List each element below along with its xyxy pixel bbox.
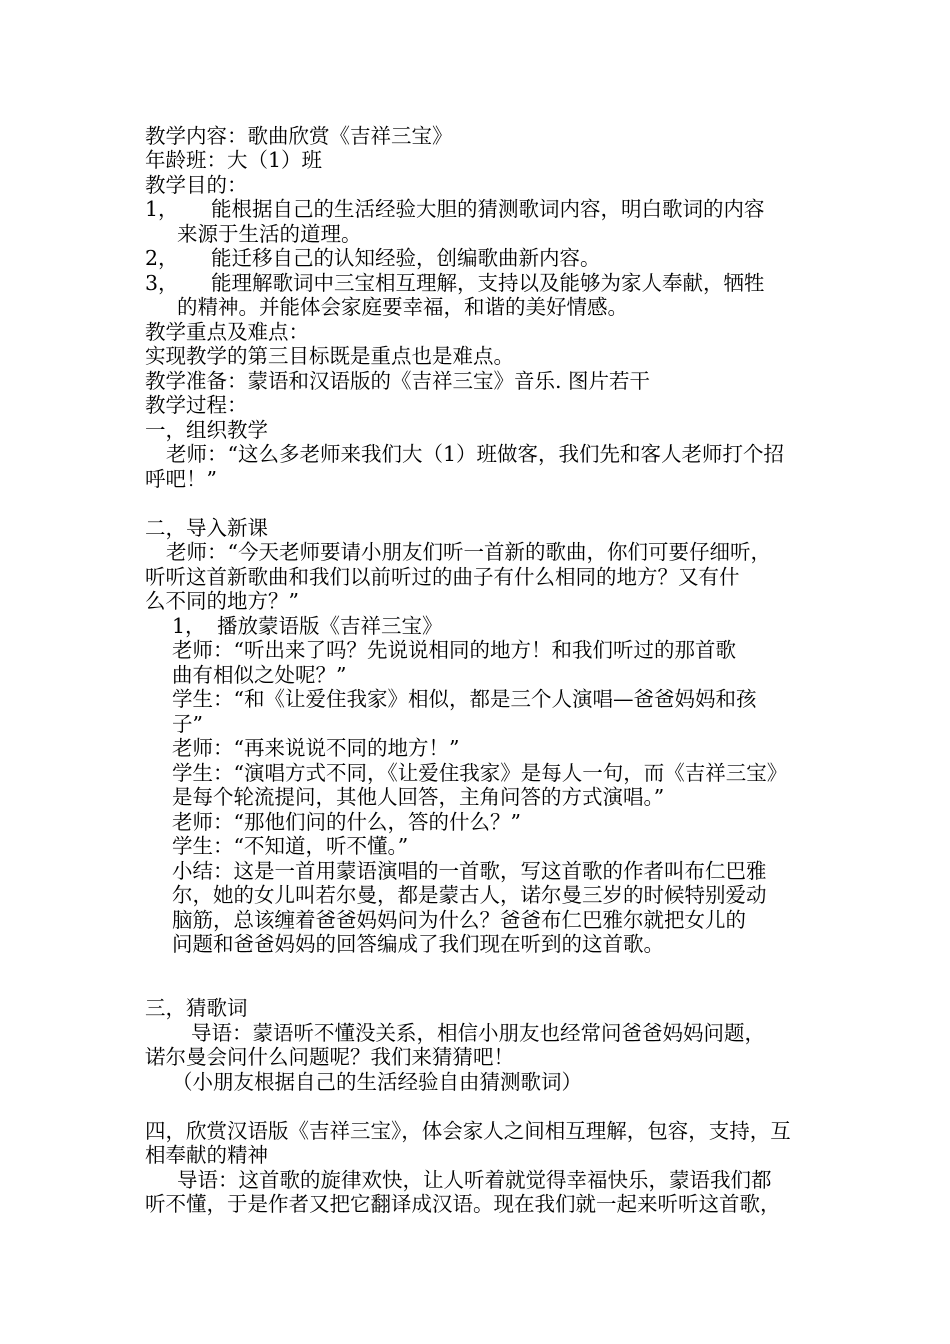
goal-1-text: 能根据自己的生活经验大胆的猜测歌词内容，明白歌词的内容: [211, 197, 765, 221]
goal-2-number: 2，: [145, 246, 179, 270]
section-4-line: 导语：这首歌的旋律欢快，让人听着就觉得幸福快乐，蒙语我们都: [177, 1168, 772, 1192]
section-2-intro-line: 么不同的地方？”: [145, 589, 299, 613]
goal-1-number: 1，: [145, 197, 179, 221]
dialog-line: 学生：“不知道，听不懂。”: [172, 834, 409, 858]
dialog-line: 学生：“和《让爱住我家》相似，都是三个人演唱—爸爸妈妈和孩: [172, 687, 757, 711]
section-3-note: （小朋友根据自己的生活经验自由猜测歌词）: [172, 1070, 582, 1094]
step-number: 1，: [172, 614, 206, 638]
summary-line: 脑筋，总该缠着爸爸妈妈问为什么？爸爸布仁巴雅尔就把女儿的: [172, 908, 746, 932]
section-3-title: 三，猜歌词: [145, 996, 248, 1020]
dialog-line: 学生：“演唱方式不同，《让爱住我家》是每人一句，而《吉祥三宝》: [172, 761, 788, 785]
class-line: 年龄班：大（1）班: [145, 148, 323, 172]
summary-line: 小结：这是一首用蒙语演唱的一首歌，写这首歌的作者叫布仁巴雅: [172, 859, 767, 883]
section-4-title-continuation: 相奉献的精神: [145, 1143, 268, 1167]
section-2-title: 二，导入新课: [145, 516, 268, 540]
goal-3: [145, 271, 765, 295]
goal-1: [145, 197, 765, 221]
focus-text: 实现教学的第三目标既是重点也是难点。: [145, 344, 514, 368]
dialog-line: 子”: [172, 712, 203, 736]
summary-line: 尔，她的女儿叫若尔曼，都是蒙古人，诺尔曼三岁的时候特别爱动: [172, 883, 767, 907]
goal-1-continuation: 来源于生活的道理。: [177, 222, 362, 246]
goal-2-text: 能迁移自己的认知经验，创编歌曲新内容。: [211, 246, 601, 270]
goal-3-continuation: 的精神。并能体会家庭要幸福，和谐的美好情感。: [177, 295, 628, 319]
focus-heading: 教学重点及难点：: [145, 320, 309, 344]
content-line: 教学内容：歌曲欣赏《吉祥三宝》: [145, 124, 453, 148]
goal-3-text: 能理解歌词中三宝相互理解，支持以及能够为家人奉献，牺牲: [211, 271, 765, 295]
section-1-line: 呼吧！”: [145, 467, 217, 491]
process-heading: 教学过程：: [145, 393, 248, 417]
step-text: 播放蒙语版《吉祥三宝》: [217, 614, 443, 638]
section-3-line: 诺尔曼会问什么问题呢？我们来猜猜吧！: [145, 1045, 514, 1069]
dialog-line: 是每个轮流提问，其他人回答，主角问答的方式演唱。”: [172, 785, 665, 809]
summary-line: 问题和爸爸妈妈的回答编成了我们现在听到的这首歌。: [172, 932, 664, 956]
dialog-line: 老师：“听出来了吗？先说说相同的地方！和我们听过的那首歌: [172, 638, 736, 662]
section-3-line: 导语：蒙语听不懂没关系，相信小朋友也经常问爸爸妈妈问题，: [191, 1021, 765, 1045]
dialog-line: 曲有相似之处呢？”: [172, 663, 347, 687]
goal-3-number: 3，: [145, 271, 179, 295]
section-1-line: 老师：“这么多老师来我们大（1）班做客，我们先和客人老师打个招: [166, 442, 785, 466]
section-4-title: 四，欣赏汉语版《吉祥三宝》，体会家人之间相互理解，包容，支持，互: [145, 1119, 791, 1143]
section-1-title: 一，组织教学: [145, 418, 268, 442]
section-2-step-1: [172, 614, 443, 638]
dialog-line: 老师：“再来说说不同的地方！”: [172, 736, 460, 760]
prep-line: 教学准备：蒙语和汉语版的《吉祥三宝》音乐. 图片若干: [145, 369, 651, 393]
goals-heading: 教学目的：: [145, 173, 248, 197]
goal-2: [145, 246, 601, 270]
section-4-line: 听不懂，于是作者又把它翻译成汉语。现在我们就一起来听听这首歌，: [145, 1192, 781, 1216]
section-2-intro-line: 听听这首新歌曲和我们以前听过的曲子有什么相同的地方？又有什: [145, 565, 740, 589]
section-2-intro-line: 老师：“今天老师要请小朋友们听一首新的歌曲，你们可要仔细听，: [166, 540, 771, 564]
dialog-line: 老师：“那他们问的什么，答的什么？”: [172, 810, 521, 834]
